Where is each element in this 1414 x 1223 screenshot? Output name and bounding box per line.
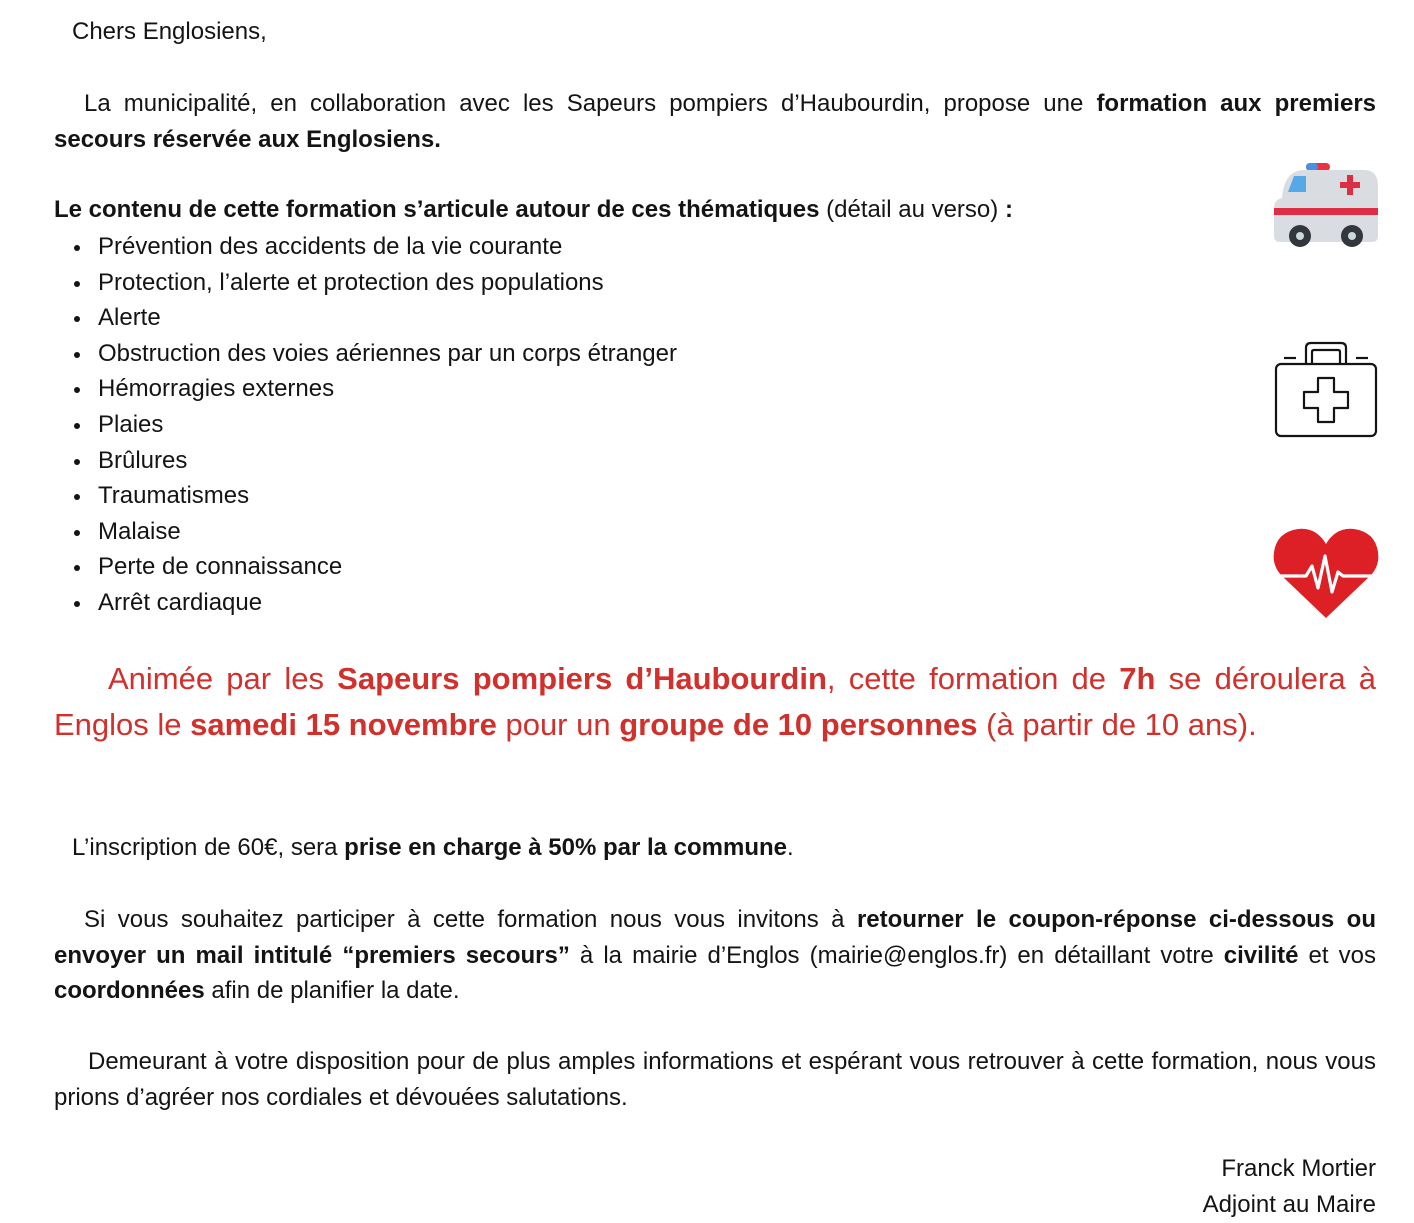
list-item: Protection, l’alerte et protection des populations	[98, 265, 677, 301]
list-item: Hémorragies externes	[98, 371, 677, 407]
list-item: Plaies	[98, 407, 677, 443]
price-text: .	[787, 834, 794, 861]
price-text: L’inscription de 60€, sera	[72, 834, 345, 861]
price-paragraph	[54, 830, 1376, 866]
highlight-group: groupe de 10 personnes	[619, 707, 978, 742]
letter-page	[54, 0, 1377, 1218]
highlight-text: pour un	[496, 707, 620, 742]
signup-paragraph	[54, 902, 1376, 1009]
list-item: Traumatismes	[98, 478, 677, 514]
ambulance-icon	[1272, 160, 1380, 252]
signature-title: Adjoint au Maire	[1202, 1191, 1376, 1218]
list-item: Perte de connaissance	[98, 549, 677, 585]
signup-text: à la mairie d’Englos (mairie@englos.fr) en détaillant votre	[569, 941, 1224, 969]
themes-heading-note: (détail au verso)	[819, 196, 1005, 223]
signup-bold: civilité	[1223, 941, 1299, 969]
highlight-text: se déroulera à Englos le	[54, 661, 1377, 742]
list-item: Malaise	[98, 514, 677, 550]
list-item: Alerte	[98, 300, 677, 336]
highlight-text: Animée par les	[108, 661, 338, 696]
intro-paragraph	[54, 86, 1376, 157]
signature	[1203, 1151, 1376, 1223]
highlight-text: (à partir de 10 ans).	[977, 707, 1257, 742]
highlight-organizer: Sapeurs pompiers d’Haubourdin	[337, 661, 827, 696]
highlight-duration: 7h	[1119, 661, 1156, 696]
intro-text: La municipalité, en collaboration avec les Sapeurs pompiers d’Haubourdin, propose une	[84, 90, 1097, 117]
highlight-text: , cette formation de	[826, 661, 1120, 696]
training-highlight	[54, 656, 1376, 748]
list-item: Prévention des accidents de la vie courante	[98, 229, 677, 265]
closing-paragraph: Demeurant à votre disposition pour de plus amples informations et espérant vous retrouver à cette formation, nous vous prions d’agréer nos cordiales et dévouées salutations.	[54, 1048, 1376, 1111]
price-bold: prise en charge à 50% par la commune	[344, 834, 788, 861]
list-item: Brûlures	[98, 443, 677, 479]
themes-heading-bold: Le contenu de cette formation s’articule autour de ces thématiques	[54, 196, 820, 223]
themes-list	[54, 229, 677, 621]
greeting: Chers Englosiens,	[72, 18, 267, 45]
signup-text: Si vous souhaitez participer à cette formation nous vous invitons à	[84, 906, 857, 933]
signup-text: et vos	[1298, 941, 1376, 969]
signup-bold: retourner le coupon-réponse ci-dessous ou envoyer un mail intitulé “premiers secours”	[54, 906, 1377, 969]
first-aid-kit-icon	[1272, 338, 1380, 440]
signup-text: afin de planifier la date.	[204, 977, 460, 1004]
themes-heading	[54, 192, 1254, 228]
list-item: Obstruction des voies aériennes par un corps étranger	[98, 336, 677, 372]
themes-heading-colon: :	[1004, 196, 1013, 223]
signature-name: Franck Mortier	[1221, 1155, 1376, 1182]
list-item: Arrêt cardiaque	[98, 585, 677, 621]
highlight-date: samedi 15 novembre	[190, 707, 497, 742]
signup-bold: coordonnées	[54, 977, 205, 1004]
intro-bold: formation aux premiers secours réservée aux Englosiens.	[54, 90, 1377, 153]
heartbeat-icon	[1272, 526, 1380, 620]
